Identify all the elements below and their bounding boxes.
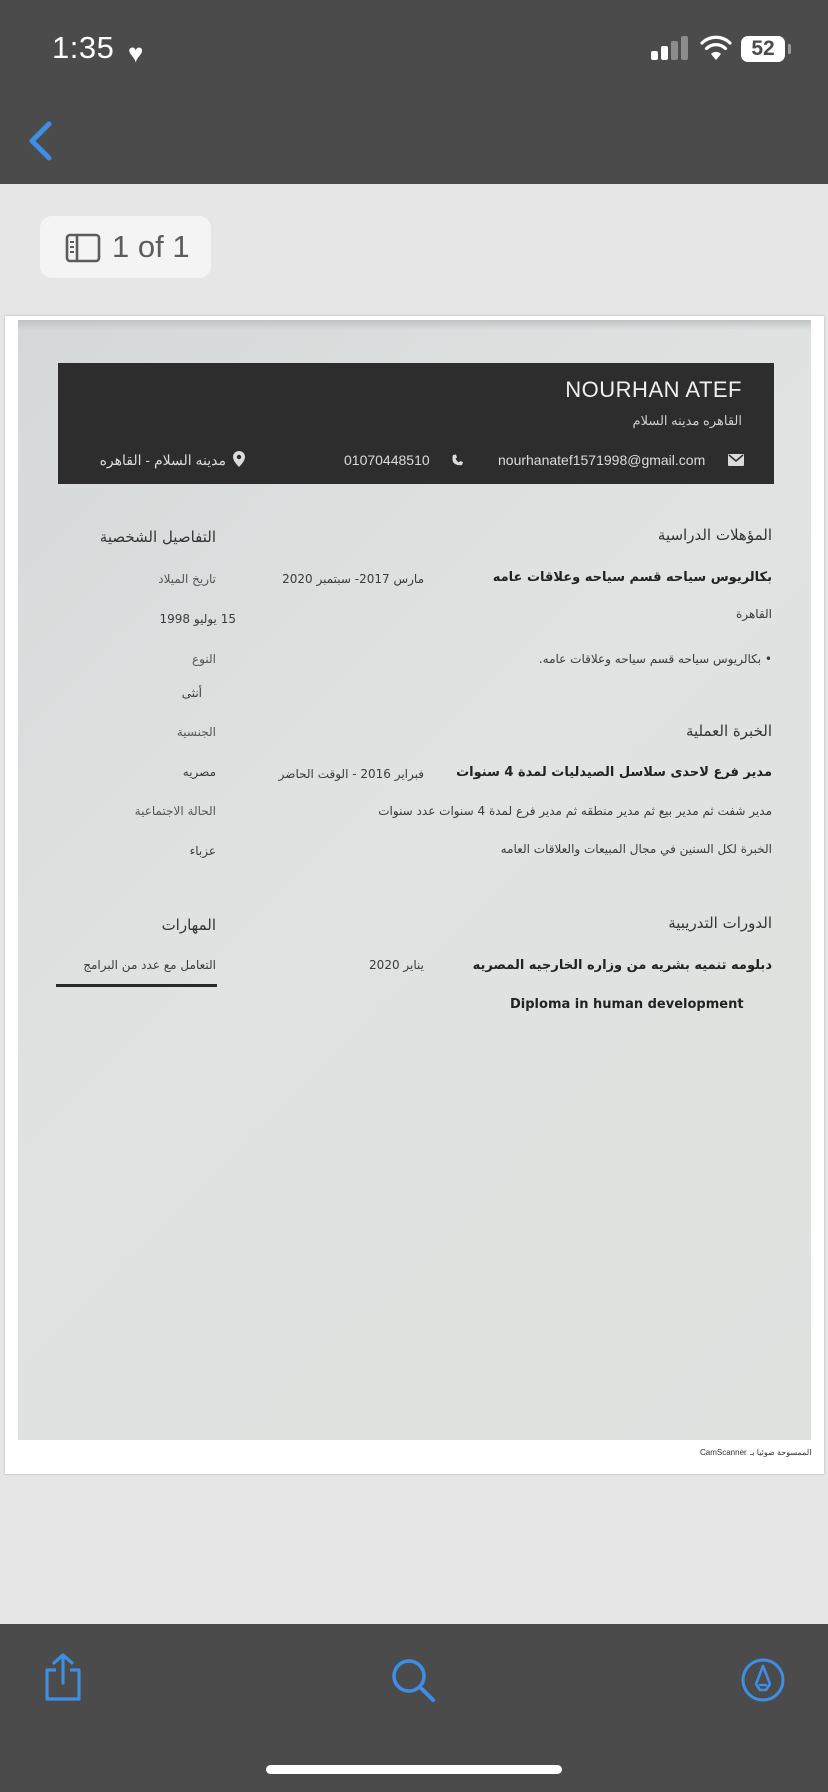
home-indicator bbox=[266, 1765, 562, 1774]
birth-label: تاريخ الميلاد bbox=[158, 572, 216, 586]
education-dates: مارس 2017- سبتمبر 2020 bbox=[282, 572, 424, 586]
experience-role: مدير فرع لاحدى سلاسل الصيدليات لمدة 4 سنوات bbox=[456, 765, 772, 780]
sidebar-icon bbox=[65, 233, 101, 263]
skills-heading: المهارات bbox=[161, 916, 216, 934]
share-icon[interactable] bbox=[42, 1652, 84, 1702]
email-icon bbox=[728, 454, 744, 466]
resume-name: NOURHAN ATEF bbox=[565, 377, 742, 402]
education-degree: بكالريوس سياحه قسم سياحه وعلاقات عامه bbox=[492, 570, 772, 585]
experience-dates: فبراير 2016 - الوقت الحاضر bbox=[278, 767, 424, 781]
experience-desc-line2: الخبرة لكل السنين في مجال المبيعات والعلاقات العامه bbox=[500, 842, 772, 856]
gender-value: أنثى bbox=[181, 686, 202, 700]
resume-location: مدينه السلام - القاهره bbox=[99, 452, 226, 468]
course-date: يناير 2020 bbox=[369, 958, 424, 972]
gender-label: النوع bbox=[192, 652, 216, 666]
resume-email: nourhanatef1571998@gmail.com bbox=[498, 452, 706, 468]
page-indicator[interactable] bbox=[40, 216, 211, 278]
experience-desc-line1: مدير شفت ثم مدير بيع ثم مدير منطقه ثم مدير فرع لمدة 4 سنوات عدد سنوات bbox=[378, 804, 772, 818]
location-pin-icon bbox=[233, 451, 245, 467]
birth-value: 15 يوليو 1998 bbox=[159, 612, 236, 626]
wifi-icon bbox=[700, 34, 732, 62]
marital-label: الحالة الاجتماعية bbox=[134, 804, 216, 818]
marital-value: عزباء bbox=[189, 844, 216, 858]
skill-level-bar bbox=[56, 984, 217, 987]
heart-icon: ♥ bbox=[128, 38, 144, 68]
nationality-value: مصريه bbox=[182, 765, 216, 779]
battery-tip bbox=[788, 44, 791, 54]
camscanner-watermark: CamScanner bbox=[700, 1448, 747, 1457]
phone-icon bbox=[451, 453, 465, 467]
education-heading: المؤهلات الدراسية bbox=[657, 526, 772, 544]
battery-indicator: 52 bbox=[741, 36, 785, 62]
search-icon[interactable] bbox=[390, 1657, 436, 1703]
resume-phone: 01070448510 bbox=[344, 452, 430, 468]
page-indicator-label: 1 of 1 bbox=[112, 229, 190, 264]
top-bar bbox=[0, 0, 828, 184]
cellular-signal-icon bbox=[651, 36, 691, 60]
course-title: دبلومه تنميه بشريه من وزاره الخارجيه المصريه bbox=[472, 958, 772, 973]
education-city: القاهرة bbox=[736, 607, 772, 621]
resume-header bbox=[58, 363, 774, 484]
personal-heading: التفاصيل الشخصية bbox=[99, 528, 216, 546]
scanned-document bbox=[18, 320, 811, 1440]
nationality-label: الجنسية bbox=[176, 725, 216, 739]
back-chevron-icon[interactable] bbox=[22, 118, 58, 164]
skill-item: التعامل مع عدد من البرامج bbox=[83, 958, 216, 972]
resume-address: القاهره مدينه السلام bbox=[632, 413, 742, 428]
education-bullet: • بكالريوس سياحه قسم سياحه وعلاقات عامه. bbox=[538, 652, 772, 666]
experience-heading: الخبرة العملية bbox=[685, 722, 772, 740]
status-time: 1:35 bbox=[52, 30, 115, 65]
markup-icon[interactable] bbox=[740, 1657, 786, 1703]
courses-heading: الدورات التدريبية bbox=[668, 914, 772, 932]
course-english: Diploma in human development bbox=[510, 997, 744, 1012]
camscanner-watermark-ar: الممسوحة ضوئيا بـ bbox=[750, 1448, 812, 1457]
